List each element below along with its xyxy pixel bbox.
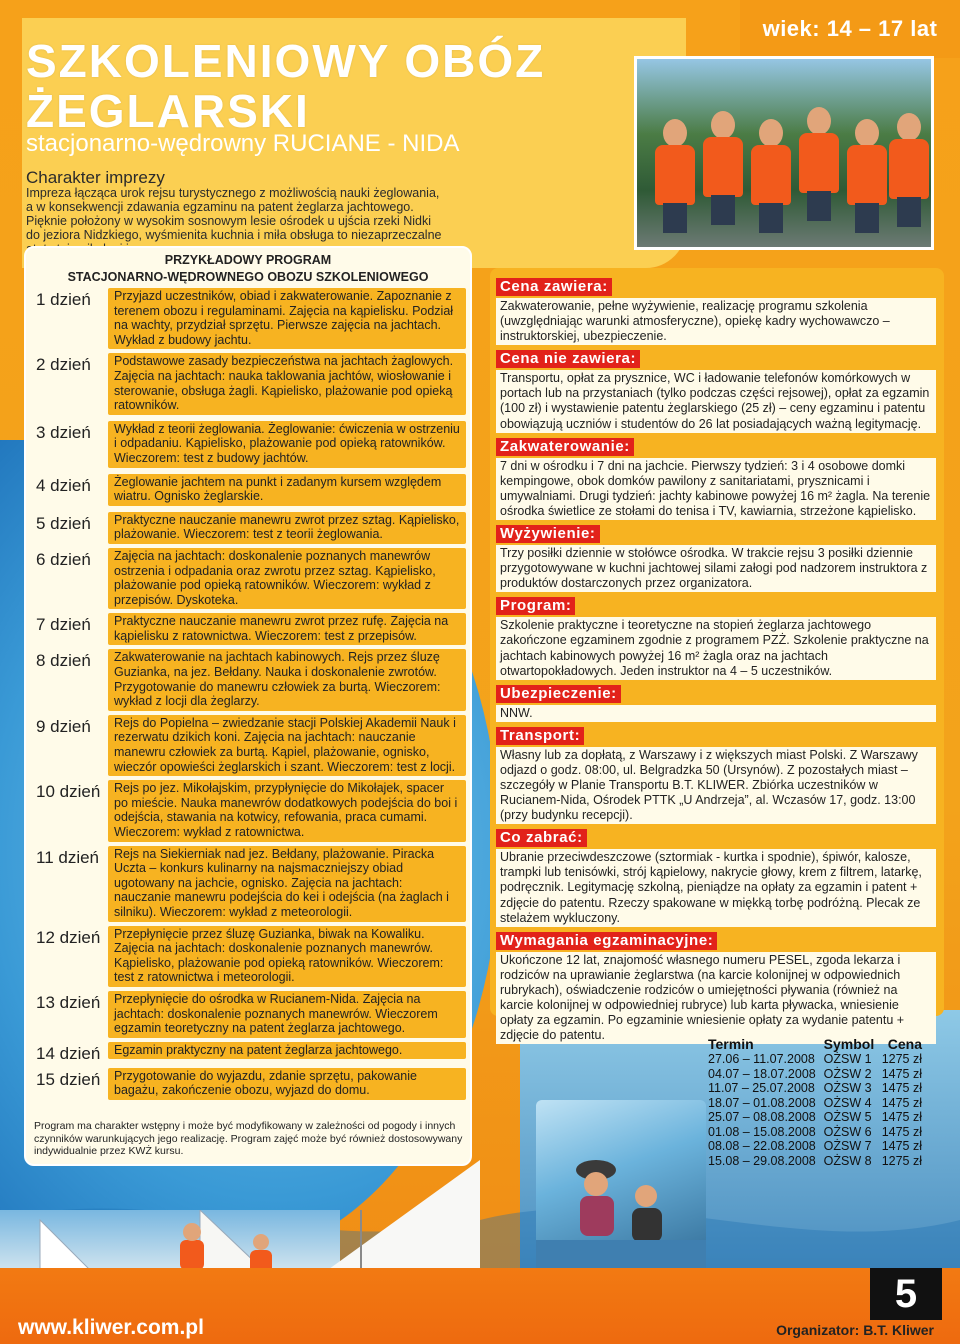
schedule-price: 1275 zł (881, 1052, 922, 1066)
program-day-text: Wykład z teorii żeglowania. Żeglowanie: ćwiczenia w ostrzeniu i odpadaniu. Kąpielisko, plażowanie pod opieką ratowników. Wieczorem: test z budowy jachtów. (108, 421, 466, 468)
schedule-symbol: OŻSW 7 (823, 1139, 872, 1153)
info-section-text: Transportu, opłat za prysznice, WC i ładowanie telefonów komórkowych w portach lub na przystaniach (tylko podczas części rejsowej), opłat za egzamin (100 zł) i wystawienie patentu żeglarskiego (25 zł) – ceny egzaminu i patentu obowiązują uczniów i studentów do 26 lat posiadających ważną legitymację. (496, 370, 936, 432)
schedule-header-term: Termin (708, 1036, 754, 1052)
program-day-text: Zajęcia na jachtach: doskonalenie poznanych manewrów ostrzenia i odpadania oraz zwrotu przez sztag. Kąpielisko, plażowanie pod opieką ratowników. Wieczorem: wykład z przepisów. Dyskoteka. (108, 548, 466, 609)
info-section-heading: Transport: (496, 727, 584, 745)
schedule-term: 15.08 – 29.08.2008 (708, 1153, 816, 1168)
schedule-price: 1475 zł (881, 1066, 922, 1081)
info-section (496, 932, 936, 1045)
schedule-symbol: OŻSW 6 (823, 1124, 872, 1139)
schedule-term: 01.08 – 15.08.2008 (708, 1124, 816, 1139)
program-day-label: 9 dzień (36, 716, 91, 736)
program-day-label: 7 dzień (36, 615, 91, 635)
program-day-row (24, 926, 472, 987)
program-day-text: Przyjazd uczestników, obiad i zakwaterowanie. Zapoznanie z terenem obozu i regulaminami. Zajęcia na kąpielisku. Podział na wachty, przydział sprzętu. Pierwsze zajęcia na jachtach. Wykład z budowy jachtu. (108, 288, 466, 349)
program-day-label: 1 dzień (36, 290, 91, 309)
schedule-symbol: OŻSW 2 (823, 1066, 872, 1081)
info-section (496, 727, 936, 824)
program-day-text: Rejs po jez. Mikołajskim, przypłynięcie do Mikołajek, spacer po mieście. Nauka manewrów dodatkowych podejścia do boi i odejścia, stawania na kotwicy, refowania, praca cumami. Wieczorem: wykład z ratownictwa. (108, 780, 466, 841)
program-day-row (24, 780, 472, 841)
info-section-text: Ubranie przeciwdeszczowe (sztormiak - kurtka i spodnie), śpiwór, kalosze, trampki lub tenisówki, strój kąpielowy, nakrycie głowy, krem z filtrem, latarkę, podręcznik. Legitymację szkolną, pieniądze na opłaty za egzamin i patent + zdjęcie do patentu. Rzeczy spakowane w miękką torbę podróżną. Plecak ze stelażem wykluczony. (496, 849, 936, 926)
info-section (496, 525, 936, 592)
program-day-label: 13 dzień (36, 992, 101, 1012)
program-day-label: 11 dzień (36, 847, 100, 867)
info-section (496, 597, 936, 679)
program-day-row (24, 512, 472, 544)
subtitle: stacjonarno-wędrowny RUCIANE - NIDA (26, 130, 460, 157)
schedule-table (706, 1036, 924, 1168)
boat-photo (536, 1100, 706, 1280)
program-day-text: Podstawowe zasady bezpieczeństwa na jachtach żaglowych. Zajęcia na jachtach: nauka taklowania jachtów, wiosłowanie i sterowanie, obsługa żagli. Kąpielisko, plażowanie pod opieką ratowników. (108, 353, 466, 414)
program-day-row (24, 421, 472, 468)
program-day-text: Praktyczne nauczanie manewru zwrot przez rufę. Zajęcia na kąpielisku z ratownictwa. Wieczorem: test z przepisów. (108, 613, 466, 645)
info-section-heading: Co zabrać: (496, 829, 587, 847)
page-title (26, 36, 545, 136)
schedule-symbol: OŻSW 3 (823, 1081, 872, 1095)
info-section-heading: Zakwaterowanie: (496, 438, 634, 456)
info-section-text: Zakwaterowanie, pełne wyżywienie, realizację programu szkolenia (uwzględniając warunki atmosferyczne), opiekę kadry wychowawczo – instruktorskiej, ubezpieczenie. (496, 298, 936, 345)
program-day-text: Rejs do Popielna – zwiedzanie stacji Polskiej Akademii Nauk i rezerwatu dzikich koni. Zajęcia na jachtach: nauczanie manewru człowiek za burtą. Kąpiel, plażowanie, ognisko, wieczór opowieści żeglarskich i szant. Wieczorem: test z locji. (108, 715, 466, 776)
schedule-price: 1475 zł (881, 1139, 922, 1153)
schedule-symbol: OŻSW 1 (823, 1052, 872, 1066)
schedule-row (706, 1139, 924, 1154)
program-title (24, 252, 472, 286)
schedule-term: 25.07 – 08.08.2008 (708, 1110, 816, 1124)
program-day-text: Egzamin praktyczny na patent żeglarza jachtowego. (108, 1042, 466, 1060)
info-sections (496, 278, 936, 1049)
program-day-row (24, 353, 472, 414)
schedule-header-price: Cena (887, 1036, 922, 1052)
group-photo (634, 56, 934, 250)
program-day-text: Przepłynięcie do ośrodka w Rucianem-Nida. Zajęcia na jachtach: doskonalenie poznanych manewrów. Wieczorem egzamin teoretyczny na patent żeglarza jachtowego. (108, 991, 466, 1038)
program-day-label: 14 dzień (36, 1043, 101, 1063)
photo-person (749, 119, 793, 229)
photo-person (845, 119, 889, 229)
photo-person (653, 119, 697, 229)
program-day-label: 4 dzień (36, 475, 91, 495)
schedule-price: 1475 zł (881, 1110, 922, 1124)
info-section-heading: Wyżywienie: (496, 525, 600, 543)
program-day-row (24, 613, 472, 645)
program-day-label: 3 dzień (36, 422, 91, 442)
schedule-term: 04.07 – 18.07.2008 (708, 1066, 816, 1081)
info-section (496, 438, 936, 520)
program-day-row (24, 1068, 472, 1100)
info-section (496, 350, 936, 432)
program-day-label: 8 dzień (36, 651, 91, 671)
info-section-heading: Program: (496, 597, 575, 615)
program-day-row (24, 548, 472, 609)
age-badge: wiek: 14 – 17 lat (740, 0, 960, 58)
website-link[interactable]: www.kliwer.com.pl (18, 1316, 204, 1339)
title-line-1: SZKOLENIOWY OBÓZ (26, 35, 546, 87)
schedule-term: 18.07 – 01.08.2008 (708, 1095, 816, 1110)
schedule-row (706, 1096, 924, 1111)
schedule-symbol: OŻSW 5 (823, 1110, 872, 1124)
program-day-text: Przepłynięcie przez śluzę Guzianka, biwak na Kowaliku. Zajęcia na jachtach: doskonalenie poznanych manewrów. Kąpielisko, plażowanie pod opieką ratowników. Wieczorem: test z ratownictwa i meteorologii. (108, 926, 466, 987)
info-section-text: 7 dni w ośrodku i 7 dni na jachcie. Pierwszy tydzień: 3 i 4 osobowe domki kempingowe, obok domków pawilony z sanitariatami, prysznicami i umywalniami. Drugi tydzień: jachty kabinowe powyżej 16 m² żagla. Na terenie ośrodka świetlice ze stołami do tenisa i TV, kawiarnia, strzeżone kąpielisko. (496, 458, 936, 520)
schedule-price: 1475 zł (881, 1095, 922, 1110)
program-title-line-2: STACJONARNO-WĘDROWNEGO OBOZU SZKOLENIOWEGO (67, 270, 429, 284)
info-section (496, 278, 936, 345)
program-day-label: 2 dzień (36, 355, 91, 375)
info-section-heading: Cena nie zawiera: (496, 350, 640, 368)
program-day-text: Żeglowanie jachtem na punkt i zadanym kursem względem wiatru. Ognisko żeglarskie. (108, 474, 466, 506)
schedule-symbol: OŻSW 8 (823, 1153, 872, 1168)
schedule-header-row (706, 1036, 924, 1052)
info-section-text: Własny lub za dopłatą, z Warszawy i z większych miast Polski. Z Warszawy odjazd o godz. 08:00, ul. Belgradzka 50 (Ursynów). Z pozostałych miast – szczegóły w Planie Transportu B.T. KLIWER. Zbiórka uczestników w Rucianem-Nida, Ośrodek PTTK „U Andrzeja”, al. Wczasów 17, godz. 13:00 (przy budynku recepcji). (496, 747, 936, 824)
program-day-text: Rejs na Siekierniak nad jez. Bełdany, plażowanie. Piracka Uczta – konkurs kulinarny na najsmaczniejszy obiad ugotowany na jachcie, ognisko. Zajęcia na jachtach: nauczanie manewru podejścia do kei i odejścia (na żaglach i silniku). Wieczorem: wykład z meteorologii. (108, 846, 466, 922)
schedule-price: 1475 zł (881, 1124, 922, 1139)
program-day-list (24, 288, 472, 1104)
info-section-heading: Ubezpieczenie: (496, 685, 621, 703)
photo-person (887, 113, 931, 223)
schedule-price: 1275 zł (881, 1153, 922, 1168)
event-character-text: Impreza łącząca urok rejsu turystycznego z możliwością nauki żeglowania, a w konsekwencji zdawania egzaminu na patent żeglarza jachtowego. Pięknie położony w wysokim sosnowym lesie ośrodek u ujścia rzeki Nidki do jeziora Nidzkiego, wyśmienita kuchnia i miła obsługa to niezaprzeczalne (26, 186, 442, 242)
info-section-text: NNW. (496, 705, 936, 722)
schedule-row (706, 1125, 924, 1140)
photo-person (701, 111, 745, 221)
schedule-row (706, 1067, 924, 1082)
info-section-text: Trzy posiłki dziennie w stołówce ośrodka. W trakcie rejsu 3 posiłki dziennie przygotowywane w kuchni jachtowej silami załogi pod nadzorem instruktora z produktów dostarczonych przez organizatora. (496, 545, 936, 592)
title-line-2: ŻEGLARSKI (26, 85, 310, 137)
schedule-symbol: OŻSW 4 (823, 1095, 872, 1110)
schedule-row (706, 1052, 924, 1067)
program-day-row (24, 288, 472, 349)
photo-person (797, 107, 841, 217)
program-day-label: 10 dzień (36, 782, 101, 802)
program-day-text: Zakwaterowanie na jachtach kabinowych. Rejs przez śluzę Guzianka, na jez. Bełdany. Nauka i doskonalenie zwrotów. Przygotowanie do manewru człowiek za burtą. Wieczorem: wykład z locji dla żeglarzy. (108, 649, 466, 710)
schedule-term: 27.06 – 11.07.2008 (708, 1052, 815, 1066)
info-section-heading: Cena zawiera: (496, 278, 612, 296)
program-day-label: 15 dzień (36, 1069, 101, 1089)
info-section (496, 829, 936, 926)
program-day-row (24, 991, 472, 1038)
program-day-row (24, 649, 472, 710)
schedule-term: 11.07 – 25.07.2008 (708, 1081, 815, 1095)
program-day-row (24, 1042, 472, 1064)
schedule-row (706, 1110, 924, 1125)
program-day-row (24, 715, 472, 776)
schedule-price: 1475 zł (881, 1081, 922, 1095)
program-day-text: Przygotowanie do wyjazdu, zdanie sprzętu, pakowanie bagażu, zakończenie obozu, wyjazd do domu. (108, 1068, 466, 1100)
info-section (496, 685, 936, 722)
program-title-line-1: PRZYKŁADOWY PROGRAM (164, 253, 332, 267)
program-day-row (24, 846, 472, 922)
schedule-header-symbol: Symbol (823, 1036, 875, 1052)
page-number: 5 (870, 1268, 942, 1320)
info-section-text: Ukończone 12 lat, znajomość własnego numeru PESEL, zgoda lekarza i rodziców na uprawianie żeglarstwa (na karcie kolonijnej w odpowiednich rubrykach), oświadczenie rodziców o umiejętności pływania (również na karcie kolonijnej w odpowiedniej rubryce) lub karta pływacka, wniesienie opłaty za egzamin. Po egzaminie wniesienie opłaty za wydanie patentu + zdjęcie do patentu. (496, 952, 936, 1045)
program-day-label: 12 dzień (36, 927, 101, 947)
info-section-text: Szkolenie praktyczne i teoretyczne na stopień żeglarza jachtowego zakończone egzaminem zgodnie z programem PZŻ. Szkolenie praktyczne na jachtach kabinowych powyżej 16 m² żagla oraz na jachtach otwartopokładowych. Jeden instruktor na 4 – 5 uczestników. (496, 617, 936, 679)
program-day-label: 5 dzień (36, 513, 91, 533)
schedule-term: 08.08 – 22.08.2008 (708, 1139, 816, 1153)
info-section-heading: Wymagania egzaminacyjne: (496, 932, 717, 950)
program-day-label: 6 dzień (36, 549, 91, 569)
program-day-row (24, 474, 472, 506)
organizer-label: Organizator: B.T. Kliwer (776, 1322, 934, 1338)
program-day-text: Praktyczne nauczanie manewru zwrot przez sztag. Kąpielisko, plażowanie. Wieczorem: test z teorii żeglowania. (108, 512, 466, 544)
event-character-heading: Charakter imprezy (26, 168, 165, 187)
program-note: Program ma charakter wstępny i może być modyfikowany w zależności od pogody i innych czynników warunkujących jego realizację. Program zajęć może być również dostosowywany indywidualnie przez KWŻ kursu. (34, 1120, 463, 1157)
schedule-row (706, 1081, 924, 1096)
schedule-row (706, 1154, 924, 1169)
